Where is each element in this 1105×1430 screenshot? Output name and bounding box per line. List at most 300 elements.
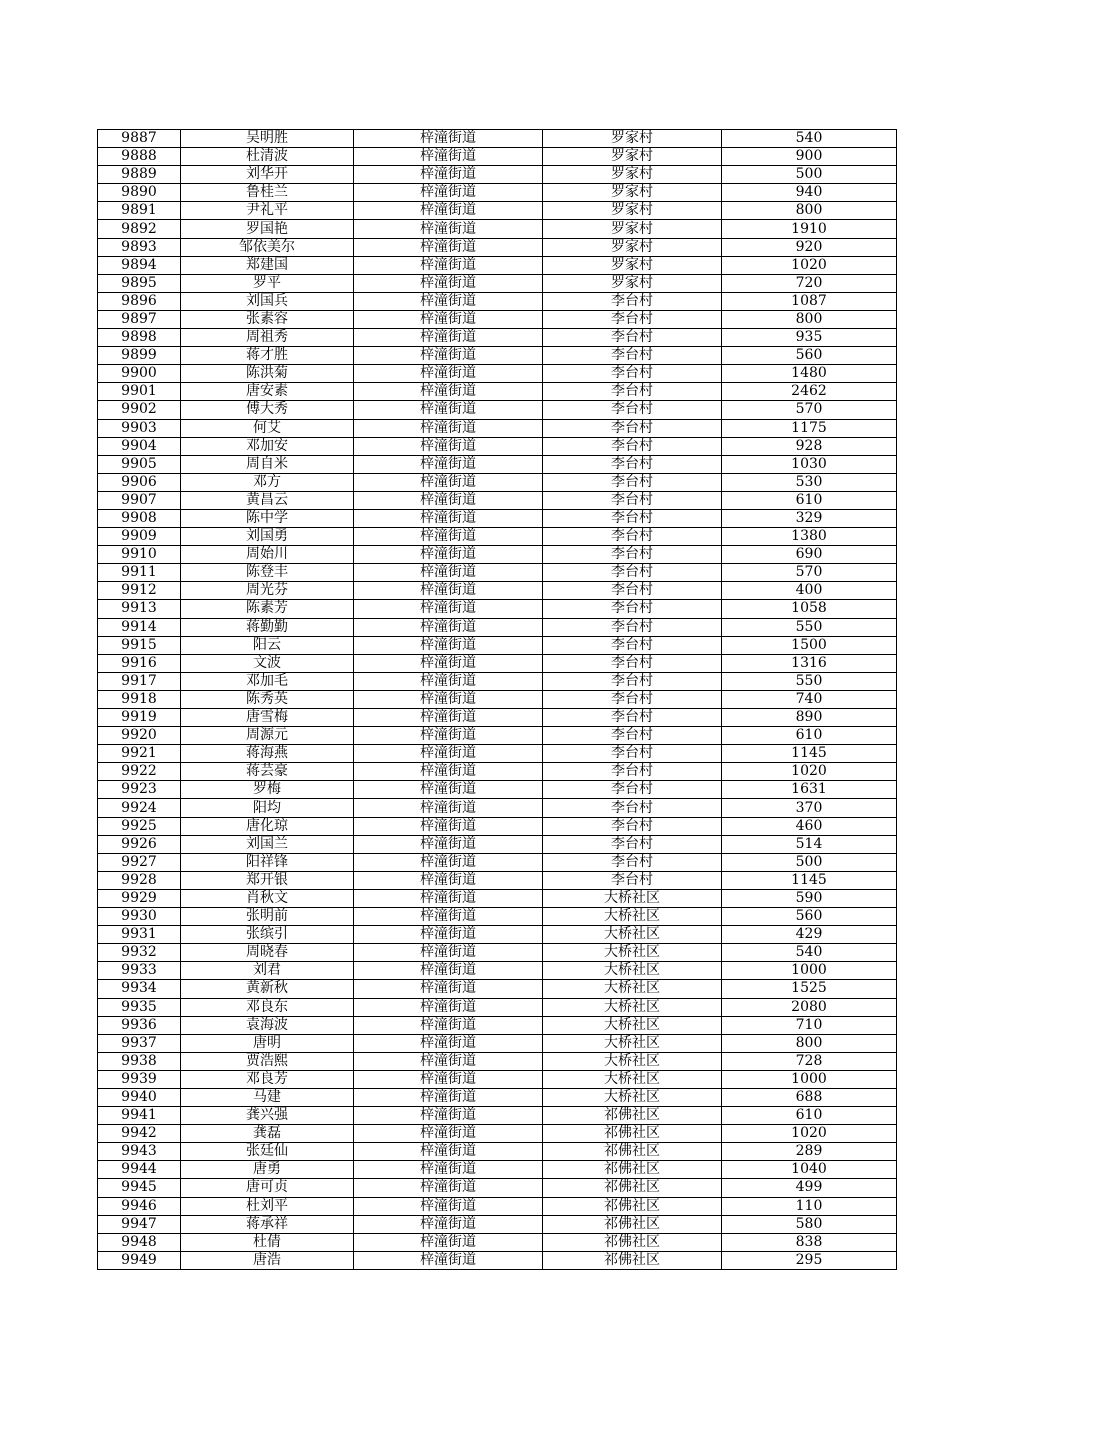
street-cell: 梓潼街道 <box>354 926 543 944</box>
table-row <box>98 944 897 962</box>
amount-cell: 329 <box>722 509 897 527</box>
street-cell: 梓潼街道 <box>354 835 543 853</box>
row-number-cell: 9944 <box>98 1161 181 1179</box>
village-cell: 李台村 <box>543 853 722 871</box>
amount-cell: 1030 <box>722 455 897 473</box>
street-cell: 梓潼街道 <box>354 1088 543 1106</box>
name-cell: 刘国勇 <box>181 528 354 546</box>
street-cell: 梓潼街道 <box>354 654 543 672</box>
amount-cell: 1525 <box>722 980 897 998</box>
street-cell: 梓潼街道 <box>354 853 543 871</box>
street-cell: 梓潼街道 <box>354 564 543 582</box>
village-cell: 李台村 <box>543 564 722 582</box>
village-cell: 李台村 <box>543 546 722 564</box>
village-cell: 李台村 <box>543 600 722 618</box>
amount-cell: 900 <box>722 148 897 166</box>
amount-cell: 800 <box>722 310 897 328</box>
amount-cell: 500 <box>722 166 897 184</box>
street-cell: 梓潼街道 <box>354 672 543 690</box>
street-cell: 梓潼街道 <box>354 817 543 835</box>
amount-cell: 1316 <box>722 654 897 672</box>
name-cell: 张明前 <box>181 908 354 926</box>
amount-cell: 928 <box>722 437 897 455</box>
row-number-cell: 9925 <box>98 817 181 835</box>
amount-cell: 728 <box>722 1052 897 1070</box>
village-cell: 大桥社区 <box>543 926 722 944</box>
street-cell: 梓潼街道 <box>354 1052 543 1070</box>
name-cell: 唐化琼 <box>181 817 354 835</box>
amount-cell: 688 <box>722 1088 897 1106</box>
village-cell: 李台村 <box>543 690 722 708</box>
village-cell: 祁佛社区 <box>543 1161 722 1179</box>
amount-cell: 580 <box>722 1215 897 1233</box>
amount-cell: 1480 <box>722 365 897 383</box>
amount-cell: 1087 <box>722 292 897 310</box>
row-number-cell: 9935 <box>98 998 181 1016</box>
row-number-cell: 9898 <box>98 329 181 347</box>
street-cell: 梓潼街道 <box>354 365 543 383</box>
table-row <box>98 908 897 926</box>
row-number-cell: 9934 <box>98 980 181 998</box>
data-table <box>97 129 897 1270</box>
table-row <box>98 1088 897 1106</box>
table-row <box>98 419 897 437</box>
amount-cell: 1500 <box>722 636 897 654</box>
row-number-cell: 9905 <box>98 455 181 473</box>
table-row <box>98 853 897 871</box>
village-cell: 祁佛社区 <box>543 1179 722 1197</box>
name-cell: 刘君 <box>181 962 354 980</box>
name-cell: 邓加安 <box>181 437 354 455</box>
village-cell: 大桥社区 <box>543 889 722 907</box>
row-number-cell: 9916 <box>98 654 181 672</box>
row-number-cell: 9888 <box>98 148 181 166</box>
name-cell: 陈秀英 <box>181 690 354 708</box>
table-row <box>98 709 897 727</box>
village-cell: 李台村 <box>543 763 722 781</box>
amount-cell: 1040 <box>722 1161 897 1179</box>
name-cell: 吴明胜 <box>181 130 354 148</box>
village-cell: 罗家村 <box>543 166 722 184</box>
table-row <box>98 1197 897 1215</box>
name-cell: 周晓春 <box>181 944 354 962</box>
name-cell: 周祖秀 <box>181 329 354 347</box>
row-number-cell: 9940 <box>98 1088 181 1106</box>
street-cell: 梓潼街道 <box>354 781 543 799</box>
row-number-cell: 9901 <box>98 383 181 401</box>
row-number-cell: 9899 <box>98 347 181 365</box>
village-cell: 大桥社区 <box>543 1052 722 1070</box>
name-cell: 蒋才胜 <box>181 347 354 365</box>
village-cell: 大桥社区 <box>543 1088 722 1106</box>
name-cell: 唐安素 <box>181 383 354 401</box>
table-row <box>98 148 897 166</box>
village-cell: 祁佛社区 <box>543 1143 722 1161</box>
street-cell: 梓潼街道 <box>354 1034 543 1052</box>
row-number-cell: 9902 <box>98 401 181 419</box>
village-cell: 罗家村 <box>543 202 722 220</box>
table-row <box>98 672 897 690</box>
amount-cell: 1380 <box>722 528 897 546</box>
table-row <box>98 690 897 708</box>
table-row <box>98 546 897 564</box>
village-cell: 祁佛社区 <box>543 1125 722 1143</box>
name-cell: 邓良东 <box>181 998 354 1016</box>
name-cell: 杜清波 <box>181 148 354 166</box>
village-cell: 李台村 <box>543 636 722 654</box>
row-number-cell: 9904 <box>98 437 181 455</box>
row-number-cell: 9927 <box>98 853 181 871</box>
row-number-cell: 9913 <box>98 600 181 618</box>
amount-cell: 1058 <box>722 600 897 618</box>
village-cell: 大桥社区 <box>543 1016 722 1034</box>
table-row <box>98 763 897 781</box>
amount-cell: 550 <box>722 618 897 636</box>
village-cell: 李台村 <box>543 329 722 347</box>
street-cell: 梓潼街道 <box>354 745 543 763</box>
name-cell: 郑建国 <box>181 256 354 274</box>
amount-cell: 400 <box>722 582 897 600</box>
street-cell: 梓潼街道 <box>354 491 543 509</box>
table-row <box>98 347 897 365</box>
table-row <box>98 365 897 383</box>
table-row <box>98 310 897 328</box>
table-row <box>98 1215 897 1233</box>
name-cell: 蒋勤勤 <box>181 618 354 636</box>
amount-cell: 1020 <box>722 256 897 274</box>
street-cell: 梓潼街道 <box>354 546 543 564</box>
name-cell: 邓方 <box>181 473 354 491</box>
street-cell: 梓潼街道 <box>354 184 543 202</box>
row-number-cell: 9942 <box>98 1125 181 1143</box>
name-cell: 龚兴强 <box>181 1107 354 1125</box>
row-number-cell: 9918 <box>98 690 181 708</box>
street-cell: 梓潼街道 <box>354 709 543 727</box>
village-cell: 李台村 <box>543 455 722 473</box>
village-cell: 大桥社区 <box>543 980 722 998</box>
street-cell: 梓潼街道 <box>354 329 543 347</box>
street-cell: 梓潼街道 <box>354 871 543 889</box>
village-cell: 大桥社区 <box>543 944 722 962</box>
village-cell: 李台村 <box>543 437 722 455</box>
name-cell: 张廷仙 <box>181 1143 354 1161</box>
row-number-cell: 9891 <box>98 202 181 220</box>
row-number-cell: 9914 <box>98 618 181 636</box>
row-number-cell: 9943 <box>98 1143 181 1161</box>
table-row <box>98 383 897 401</box>
village-cell: 李台村 <box>543 491 722 509</box>
row-number-cell: 9917 <box>98 672 181 690</box>
table-row <box>98 636 897 654</box>
street-cell: 梓潼街道 <box>354 1125 543 1143</box>
row-number-cell: 9920 <box>98 727 181 745</box>
street-cell: 梓潼街道 <box>354 220 543 238</box>
table-row <box>98 1233 897 1251</box>
name-cell: 阳云 <box>181 636 354 654</box>
row-number-cell: 9928 <box>98 871 181 889</box>
amount-cell: 514 <box>722 835 897 853</box>
row-number-cell: 9887 <box>98 130 181 148</box>
village-cell: 李台村 <box>543 419 722 437</box>
amount-cell: 935 <box>722 329 897 347</box>
village-cell: 罗家村 <box>543 220 722 238</box>
table-row <box>98 1016 897 1034</box>
row-number-cell: 9912 <box>98 582 181 600</box>
table-row <box>98 274 897 292</box>
table-row <box>98 564 897 582</box>
name-cell: 龚磊 <box>181 1125 354 1143</box>
amount-cell: 295 <box>722 1251 897 1269</box>
street-cell: 梓潼街道 <box>354 1215 543 1233</box>
street-cell: 梓潼街道 <box>354 473 543 491</box>
name-cell: 阳祥锋 <box>181 853 354 871</box>
street-cell: 梓潼街道 <box>354 582 543 600</box>
street-cell: 梓潼街道 <box>354 799 543 817</box>
name-cell: 蒋芸豪 <box>181 763 354 781</box>
village-cell: 李台村 <box>543 310 722 328</box>
table-row <box>98 871 897 889</box>
village-cell: 李台村 <box>543 292 722 310</box>
table-row <box>98 998 897 1016</box>
village-cell: 罗家村 <box>543 274 722 292</box>
name-cell: 唐浩 <box>181 1251 354 1269</box>
name-cell: 罗梅 <box>181 781 354 799</box>
street-cell: 梓潼街道 <box>354 148 543 166</box>
row-number-cell: 9939 <box>98 1070 181 1088</box>
row-number-cell: 9930 <box>98 908 181 926</box>
amount-cell: 540 <box>722 944 897 962</box>
table-row <box>98 184 897 202</box>
table-row <box>98 401 897 419</box>
village-cell: 李台村 <box>543 618 722 636</box>
name-cell: 唐雪梅 <box>181 709 354 727</box>
amount-cell: 890 <box>722 709 897 727</box>
row-number-cell: 9915 <box>98 636 181 654</box>
street-cell: 梓潼街道 <box>354 347 543 365</box>
street-cell: 梓潼街道 <box>354 166 543 184</box>
row-number-cell: 9946 <box>98 1197 181 1215</box>
row-number-cell: 9948 <box>98 1233 181 1251</box>
street-cell: 梓潼街道 <box>354 1143 543 1161</box>
name-cell: 陈洪菊 <box>181 365 354 383</box>
street-cell: 梓潼街道 <box>354 636 543 654</box>
amount-cell: 1020 <box>722 1125 897 1143</box>
row-number-cell: 9919 <box>98 709 181 727</box>
row-number-cell: 9897 <box>98 310 181 328</box>
name-cell: 鲁桂兰 <box>181 184 354 202</box>
amount-cell: 540 <box>722 130 897 148</box>
name-cell: 周光芬 <box>181 582 354 600</box>
row-number-cell: 9922 <box>98 763 181 781</box>
amount-cell: 110 <box>722 1197 897 1215</box>
table-row <box>98 491 897 509</box>
street-cell: 梓潼街道 <box>354 238 543 256</box>
village-cell: 祁佛社区 <box>543 1233 722 1251</box>
row-number-cell: 9938 <box>98 1052 181 1070</box>
row-number-cell: 9921 <box>98 745 181 763</box>
table-row <box>98 1034 897 1052</box>
amount-cell: 610 <box>722 727 897 745</box>
table-row <box>98 926 897 944</box>
street-cell: 梓潼街道 <box>354 908 543 926</box>
name-cell: 邓良芳 <box>181 1070 354 1088</box>
street-cell: 梓潼街道 <box>354 256 543 274</box>
amount-cell: 460 <box>722 817 897 835</box>
street-cell: 梓潼街道 <box>354 202 543 220</box>
name-cell: 陈中学 <box>181 509 354 527</box>
street-cell: 梓潼街道 <box>354 130 543 148</box>
name-cell: 蒋承祥 <box>181 1215 354 1233</box>
name-cell: 唐勇 <box>181 1161 354 1179</box>
amount-cell: 590 <box>722 889 897 907</box>
name-cell: 陈登丰 <box>181 564 354 582</box>
row-number-cell: 9907 <box>98 491 181 509</box>
amount-cell: 560 <box>722 908 897 926</box>
table-row <box>98 130 897 148</box>
amount-cell: 370 <box>722 799 897 817</box>
village-cell: 祁佛社区 <box>543 1251 722 1269</box>
row-number-cell: 9895 <box>98 274 181 292</box>
row-number-cell: 9893 <box>98 238 181 256</box>
amount-cell: 610 <box>722 491 897 509</box>
amount-cell: 1910 <box>722 220 897 238</box>
village-cell: 李台村 <box>543 401 722 419</box>
row-number-cell: 9923 <box>98 781 181 799</box>
village-cell: 李台村 <box>543 528 722 546</box>
row-number-cell: 9931 <box>98 926 181 944</box>
name-cell: 贾浩熙 <box>181 1052 354 1070</box>
village-cell: 李台村 <box>543 871 722 889</box>
table-row <box>98 781 897 799</box>
name-cell: 唐明 <box>181 1034 354 1052</box>
amount-cell: 720 <box>722 274 897 292</box>
street-cell: 梓潼街道 <box>354 980 543 998</box>
table-row <box>98 455 897 473</box>
row-number-cell: 9949 <box>98 1251 181 1269</box>
row-number-cell: 9924 <box>98 799 181 817</box>
amount-cell: 1000 <box>722 962 897 980</box>
row-number-cell: 9896 <box>98 292 181 310</box>
amount-cell: 800 <box>722 1034 897 1052</box>
street-cell: 梓潼街道 <box>354 600 543 618</box>
row-number-cell: 9945 <box>98 1179 181 1197</box>
table-row <box>98 329 897 347</box>
amount-cell: 1000 <box>722 1070 897 1088</box>
row-number-cell: 9909 <box>98 528 181 546</box>
village-cell: 罗家村 <box>543 130 722 148</box>
table-row <box>98 528 897 546</box>
street-cell: 梓潼街道 <box>354 310 543 328</box>
village-cell: 罗家村 <box>543 256 722 274</box>
street-cell: 梓潼街道 <box>354 419 543 437</box>
name-cell: 马建 <box>181 1088 354 1106</box>
village-cell: 李台村 <box>543 781 722 799</box>
village-cell: 李台村 <box>543 835 722 853</box>
amount-cell: 570 <box>722 564 897 582</box>
name-cell: 蒋海燕 <box>181 745 354 763</box>
amount-cell: 2462 <box>722 383 897 401</box>
table-row <box>98 166 897 184</box>
table-row <box>98 817 897 835</box>
amount-cell: 1145 <box>722 871 897 889</box>
amount-cell: 429 <box>722 926 897 944</box>
table-row <box>98 582 897 600</box>
table-row <box>98 889 897 907</box>
name-cell: 傅大秀 <box>181 401 354 419</box>
row-number-cell: 9892 <box>98 220 181 238</box>
amount-cell: 500 <box>722 853 897 871</box>
street-cell: 梓潼街道 <box>354 274 543 292</box>
street-cell: 梓潼街道 <box>354 528 543 546</box>
village-cell: 祁佛社区 <box>543 1107 722 1125</box>
row-number-cell: 9894 <box>98 256 181 274</box>
street-cell: 梓潼街道 <box>354 292 543 310</box>
name-cell: 尹礼平 <box>181 202 354 220</box>
table-row <box>98 220 897 238</box>
village-cell: 李台村 <box>543 727 722 745</box>
village-cell: 李台村 <box>543 383 722 401</box>
street-cell: 梓潼街道 <box>354 1251 543 1269</box>
table-row <box>98 1070 897 1088</box>
street-cell: 梓潼街道 <box>354 998 543 1016</box>
street-cell: 梓潼街道 <box>354 509 543 527</box>
table-row <box>98 1052 897 1070</box>
amount-cell: 610 <box>722 1107 897 1125</box>
street-cell: 梓潼街道 <box>354 455 543 473</box>
village-cell: 大桥社区 <box>543 1034 722 1052</box>
village-cell: 大桥社区 <box>543 998 722 1016</box>
name-cell: 陈素芳 <box>181 600 354 618</box>
table-row <box>98 600 897 618</box>
street-cell: 梓潼街道 <box>354 1179 543 1197</box>
name-cell: 张素容 <box>181 310 354 328</box>
table-row <box>98 473 897 491</box>
name-cell: 张缤引 <box>181 926 354 944</box>
name-cell: 唐可贞 <box>181 1179 354 1197</box>
village-cell: 李台村 <box>543 672 722 690</box>
name-cell: 何艾 <box>181 419 354 437</box>
row-number-cell: 9906 <box>98 473 181 491</box>
amount-cell: 550 <box>722 672 897 690</box>
village-cell: 李台村 <box>543 654 722 672</box>
street-cell: 梓潼街道 <box>354 1161 543 1179</box>
street-cell: 梓潼街道 <box>354 763 543 781</box>
amount-cell: 920 <box>722 238 897 256</box>
table-row <box>98 980 897 998</box>
table-row <box>98 745 897 763</box>
street-cell: 梓潼街道 <box>354 889 543 907</box>
name-cell: 杜倩 <box>181 1233 354 1251</box>
amount-cell: 560 <box>722 347 897 365</box>
table-row <box>98 238 897 256</box>
amount-cell: 530 <box>722 473 897 491</box>
amount-cell: 2080 <box>722 998 897 1016</box>
table-row <box>98 835 897 853</box>
street-cell: 梓潼街道 <box>354 1070 543 1088</box>
village-cell: 李台村 <box>543 709 722 727</box>
name-cell: 杜刘平 <box>181 1197 354 1215</box>
name-cell: 郑开银 <box>181 871 354 889</box>
street-cell: 梓潼街道 <box>354 401 543 419</box>
name-cell: 黄新秋 <box>181 980 354 998</box>
street-cell: 梓潼街道 <box>354 1233 543 1251</box>
name-cell: 刘国兰 <box>181 835 354 853</box>
name-cell: 罗国艳 <box>181 220 354 238</box>
row-number-cell: 9889 <box>98 166 181 184</box>
village-cell: 李台村 <box>543 745 722 763</box>
row-number-cell: 9941 <box>98 1107 181 1125</box>
row-number-cell: 9900 <box>98 365 181 383</box>
